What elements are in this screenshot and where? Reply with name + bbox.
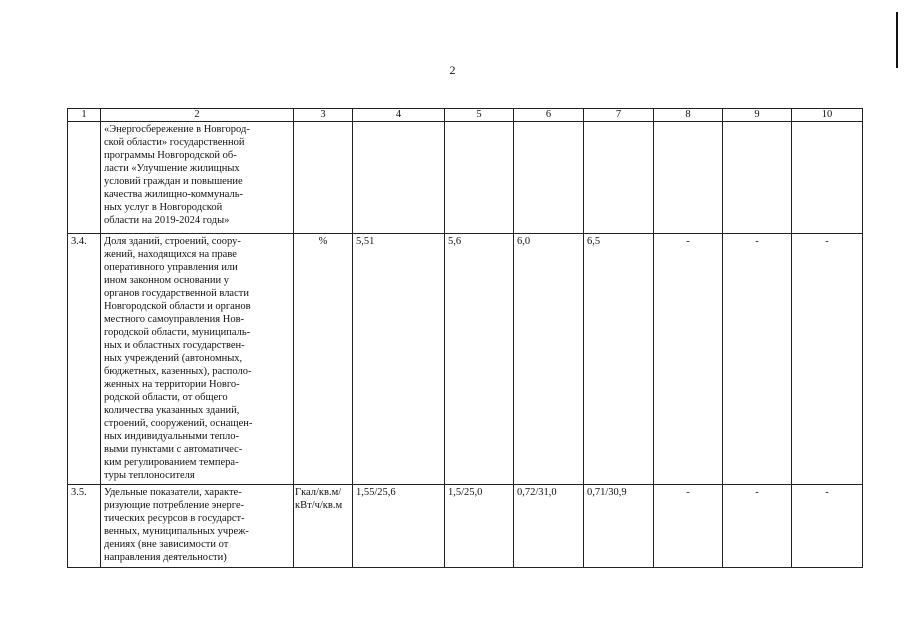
value-cell (353, 122, 445, 234)
table-header-row (68, 109, 863, 122)
value-cell: 1,55/25,6 (353, 485, 445, 568)
unit-cell: % (294, 234, 353, 485)
column-header: 10 (792, 109, 863, 122)
table-row (68, 122, 863, 234)
column-header: 7 (584, 109, 654, 122)
column-header: 9 (723, 109, 792, 122)
value-cell (445, 122, 514, 234)
value-cell: 6,0 (514, 234, 584, 485)
column-header: 5 (445, 109, 514, 122)
column-header: 2 (101, 109, 294, 122)
column-header: 1 (68, 109, 101, 122)
value-cell (654, 122, 723, 234)
table-row (68, 234, 863, 485)
row-number: 3.5. (68, 485, 101, 568)
indicators-table (67, 108, 863, 568)
value-cell: - (792, 234, 863, 485)
value-cell (792, 122, 863, 234)
value-cell: 0,71/30,9 (584, 485, 654, 568)
value-cell: 5,6 (445, 234, 514, 485)
indicator-name: «Энергосбережение в Новгород- ской области» государственной программы Новгородской об- ласти «Улучшение жилищных условий граждан и повышение качества жилищно-коммуналь- ных услуг в Новгородской области на 2019-2024 годы» (101, 122, 294, 234)
value-cell: - (654, 485, 723, 568)
value-cell: - (723, 234, 792, 485)
column-header: 8 (654, 109, 723, 122)
value-cell: - (723, 485, 792, 568)
row-number: 3.4. (68, 234, 101, 485)
value-cell: - (654, 234, 723, 485)
unit-cell (294, 122, 353, 234)
value-cell: 6,5 (584, 234, 654, 485)
value-cell (584, 122, 654, 234)
column-header: 6 (514, 109, 584, 122)
page-number: 2 (449, 63, 456, 77)
table-row (68, 485, 863, 568)
value-cell (514, 122, 584, 234)
value-cell: 1,5/25,0 (445, 485, 514, 568)
indicator-name: Удельные показатели, характе- ризующие потребление энерге- тических ресурсов в государст- венных, муниципальных учреж- дениях (вне зависимости от направления деятельности) (101, 485, 294, 568)
row-number (68, 122, 101, 234)
column-header: 4 (353, 109, 445, 122)
margin-line (896, 12, 898, 68)
value-cell: 5,51 (353, 234, 445, 485)
value-cell: 0,72/31,0 (514, 485, 584, 568)
indicator-name: Доля зданий, строений, соору- жений, находящихся на праве оперативного управления или ином законном основании у органов государственной власти Новгородской области и органов местного самоуправления Нов- городской области, муниципаль- ных и областных государствен- ных учреждений (автономных, бюджетных, казенных), располо- женных на территории Новго- родской области, от общего количества указанных зданий, строений, сооружений, оснащен- ных индивидуальными тепло- выми пунктами с автоматичес- ким регулированием темпера- туры теплоносителя (101, 234, 294, 485)
unit-cell: Гкал/кв.м/ кВт/ч/кв.м (294, 485, 353, 568)
value-cell: - (792, 485, 863, 568)
value-cell (723, 122, 792, 234)
column-header: 3 (294, 109, 353, 122)
